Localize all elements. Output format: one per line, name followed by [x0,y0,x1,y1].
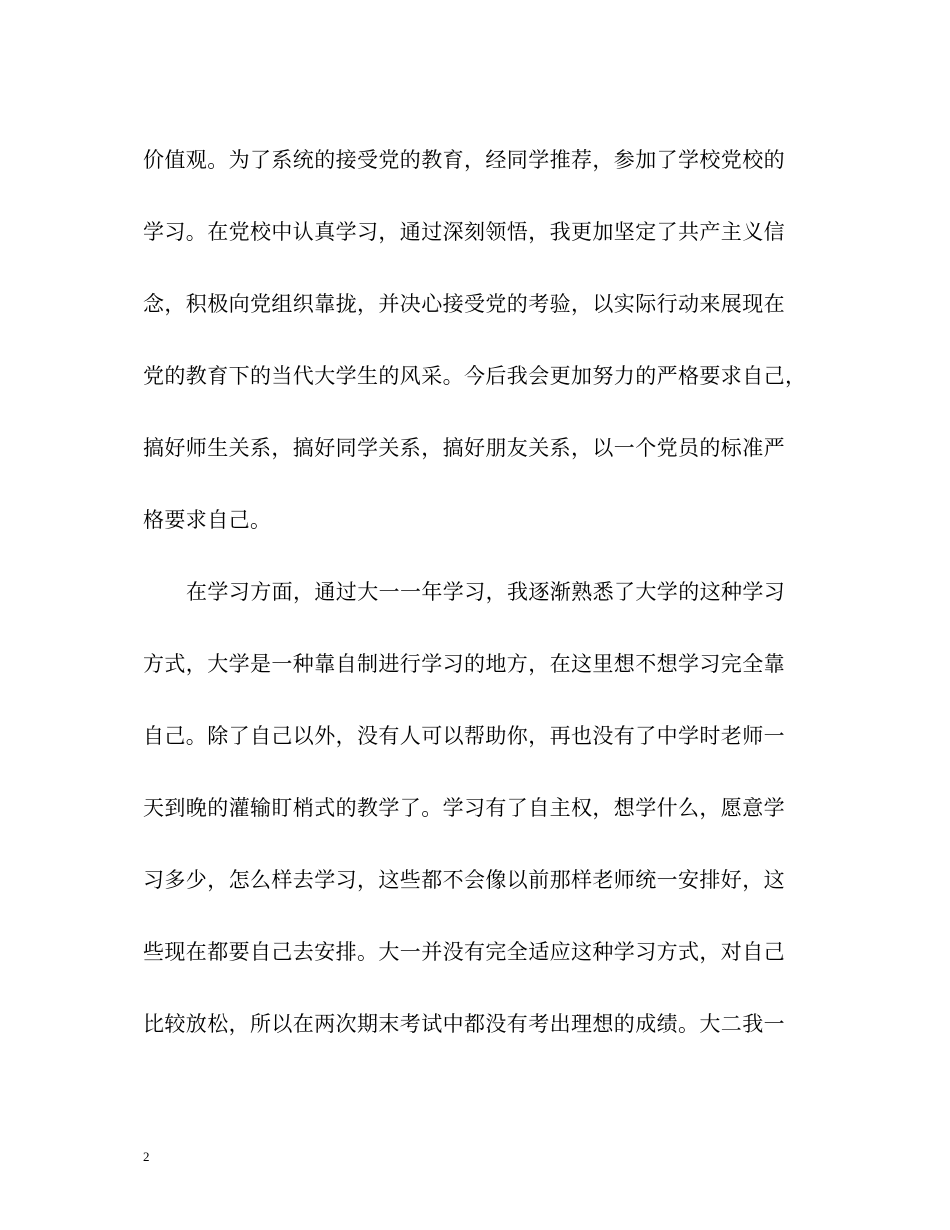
text-line: 格要求自己。 [143,508,272,532]
text-line: 习多少，怎么样去学习，这些都不会像以前那样老师统一安排好，这 [143,868,785,892]
text-line: 方式，大学是一种靠自制进行学习的地方，在这里想不想学习完全靠 [143,652,785,676]
text-line: 学习。在党校中认真学习，通过深刻领悟，我更加坚定了共产主义信 [143,220,785,244]
text-line: 比较放松，所以在两次期末考试中都没有考出理想的成绩。大二我一 [143,1012,785,1036]
body-text [143,124,813,1060]
page-number: 2 [143,1149,150,1164]
text-line: 念，积极向党组织靠拢，并决心接受党的考验，以实际行动来展现在 [143,292,785,316]
paragraph-first-line: 在学习方面，通过大一一年学习，我逐渐熟悉了大学的这种学习 [186,580,786,604]
text-line: 党的教育下的当代大学生的风采。今后我会更加努力的严格要求自己， [143,364,807,388]
text-line: 些现在都要自己去安排。大一并没有完全适应这种学习方式，对自己 [143,940,785,964]
text-line: 天到晚的灌输盯梢式的教学了。学习有了自主权，想学什么，愿意学 [143,796,785,820]
text-line: 价值观。为了系统的接受党的教育，经同学推荐，参加了学校党校的 [143,148,785,172]
text-line: 自己。除了自己以外，没有人可以帮助你，再也没有了中学时老师一 [143,724,785,748]
text-line: 搞好师生关系，搞好同学关系，搞好朋友关系，以一个党员的标准严 [143,436,785,460]
